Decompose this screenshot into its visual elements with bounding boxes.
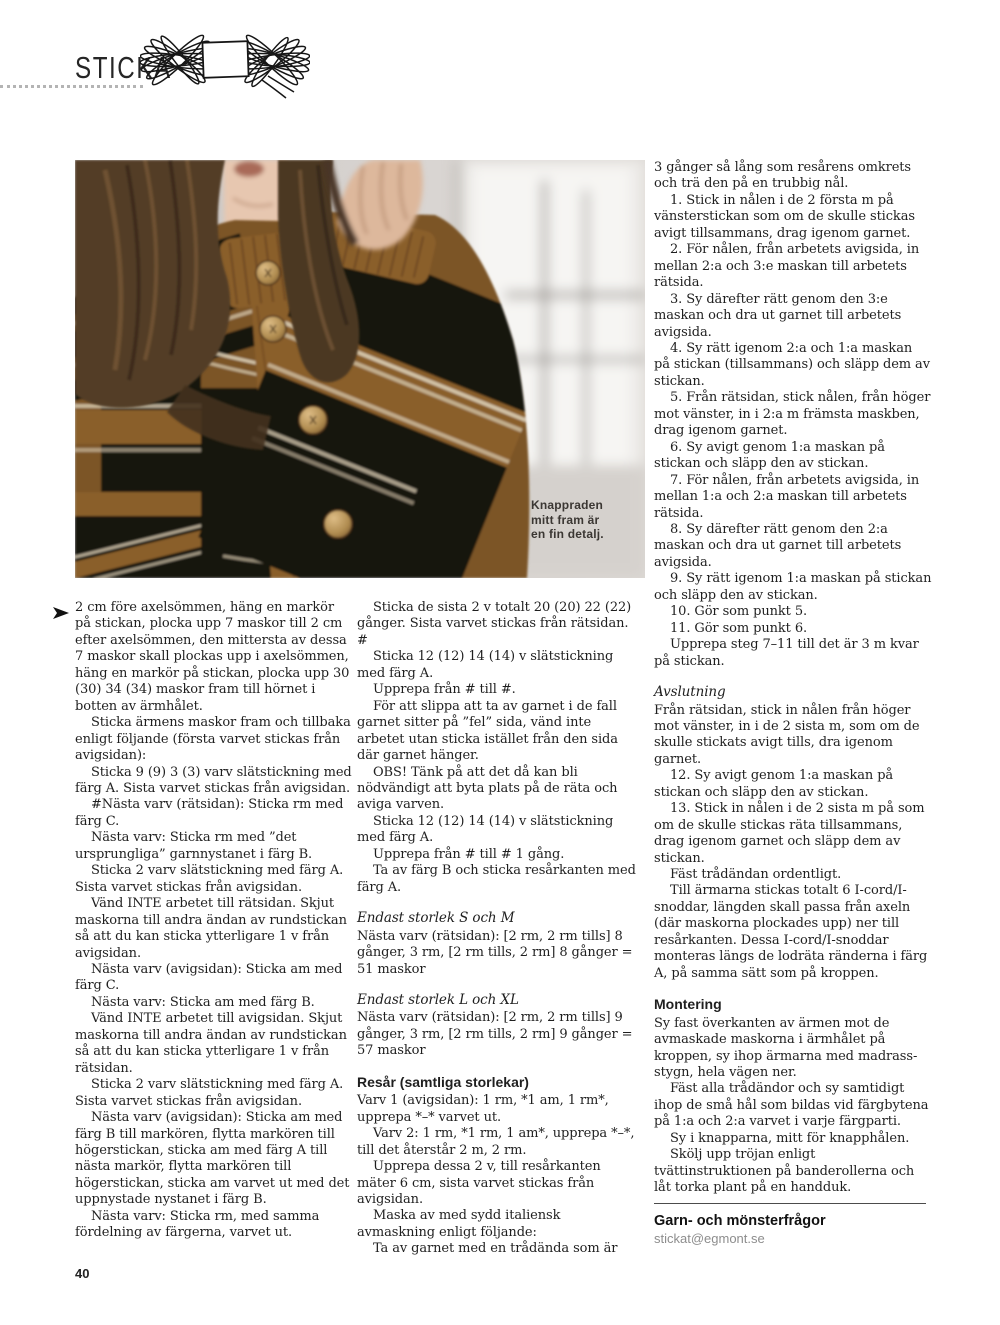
paragraph: Vänd INTE arbetet till avigsidan. Skjut maskorna till andra ändan av rundstickan så att du kan sticka ytterligare 1 v från rätsidan. <box>75 1011 347 1076</box>
paragraph: Sticka 12 (12) 14 (14) v slätstickning med färg A. <box>357 813 614 846</box>
paragraph: Varv 1 (avigsidan): 1 rm, *1 am, 1 rm*, upprepa *–* varvet ut. <box>357 1093 609 1125</box>
photo-caption <box>531 498 645 542</box>
contact-block <box>654 1203 932 1246</box>
paragraph: Endast storlek S och M <box>357 910 515 927</box>
header-divider <box>0 85 143 88</box>
paragraph: Maska av med sydd italiensk avmaskning enligt följande: <box>357 1208 561 1240</box>
paragraph: Nästa varv: Sticka am med färg B. <box>91 994 315 1010</box>
paragraph: Sticka ärmens maskor fram och tillbaka enligt följande (första varvet stickas från avigsidan): <box>75 715 351 764</box>
paragraph: 5. Från rätsidan, stick nålen, från höger mot vänster, in i 2:a m främsta maskben, drag igenom garnet. <box>654 390 931 439</box>
contact-divider <box>654 1203 926 1204</box>
paragraph: Från rätsidan, stick in nålen från höger mot vänster, in i de 2 sista m, som om de skulle stickats avigt tills, dra igenom garnet. <box>654 702 920 767</box>
paragraph: Fäst alla trådändor och sy samtidigt ihop de små hål som bildas vid färgbytena på 1:a och 2:a varvet i varje färgparti. <box>654 1081 929 1130</box>
paragraph: Sticka 2 varv slätstickning med färg A. Sista varvet stickas från avigsidan. <box>75 863 344 895</box>
section-label: STICKA <box>75 50 172 85</box>
paragraph: 12. Sy avigt genom 1:a maskan på stickan och släpp den av stickan. <box>654 768 894 800</box>
paragraph: Upprepa från # till #. <box>373 682 516 698</box>
contact-title: Garn- och mönsterfrågor <box>654 1213 826 1229</box>
paragraph: 4. Sy rätt igenom 2:a och 1:a maskan på stickan (tillsammans) och släpp dem av stickan. <box>654 340 930 389</box>
paragraph: Sy fast överkanten av ärmen mot de avmaskade maskorna i ärmhålet på kroppen, sy ihop ärmarna med madrass-stygn, hela vägen ner. <box>654 1015 918 1081</box>
paragraph: Upprepa steg 7–11 till det är 3 m kvar på stickan. <box>654 637 919 669</box>
paragraph: Ta av färg B och sticka resårkanten med färg A. <box>357 863 636 895</box>
paragraph: Ta av garnet med en trådända som är <box>373 1241 618 1257</box>
yarn-skein-icon <box>140 20 310 102</box>
column-middle <box>357 600 638 1258</box>
paragraph: #Nästa varv (rätsidan): Sticka rm med färg C. <box>75 797 344 829</box>
paragraph: 8. Sy därefter rätt genom den 2:a maskan och dra ut garnet till arbetets avigsida. <box>654 521 902 570</box>
paragraph: Upprepa från # till # 1 gång. <box>373 846 565 862</box>
paragraph: 6. Sy avigt genom 1:a maskan på stickan och släpp den av stickan. <box>654 439 885 472</box>
paragraph: OBS! Tänk på att det då kan bli nödvändigt att byta plats på de räta och aviga varven. <box>357 764 618 813</box>
paragraph: 11. Gör som punkt 6. <box>670 620 808 636</box>
paragraph: 9. Sy rätt igenom 1:a maskan på stickan och släpp den av stickan. <box>654 571 932 603</box>
paragraph: Montering <box>654 996 722 1013</box>
paragraph: 3 gånger så lång som resårens omkrets och trä den på en trubbig nål. <box>654 160 912 192</box>
paragraph: Resår (samtliga storlekar) <box>357 1073 529 1090</box>
paragraph: Vänd INTE arbetet till rätsidan. Skjut maskorna till andra ändan av rundstickan så att du kan sticka ytterligare 1 v från avigsidan. <box>75 896 347 961</box>
paragraph: 2. För nålen, från arbetets avigsida, in mellan 2:a och 3:e maskan till arbetets rätsida. <box>654 242 920 291</box>
lead-arrow-icon <box>53 604 69 616</box>
photo-caption-line: mitt fram är <box>531 512 600 527</box>
paragraph: Sticka 2 varv slätstickning med färg A. Sista varvet stickas från avigsidan. <box>75 1077 344 1109</box>
paragraph: Till ärmarna stickas totalt 6 I-cord/I-snoddar, längden skall passa från axeln (där maskorna plockades upp) ner till resårkanten. Dessa I-cord/I-snoddar monteras längs de lodräta ränderna i färg A, på samma sätt som på kroppen. <box>654 883 928 981</box>
paragraph: Avslutning <box>654 684 726 701</box>
paragraph: 10. Gör som punkt 5. <box>670 604 808 620</box>
paragraph: 3. Sy därefter rätt genom den 3:e maskan och dra ut garnet till arbetets avigsida. <box>654 291 902 340</box>
paragraph: Sticka de sista 2 v totalt 20 (20) 22 (22) gånger. Sista varvet stickas från rätsidan. # <box>357 600 632 648</box>
paragraph: 7. För nålen, från arbetets avigsida, in mellan 1:a och 2:a maskan till arbetets rätsida. <box>654 472 920 521</box>
paragraph: Skölj upp tröjan enligt tvättinstruktionen på banderollerna och låt torka plant på en handduk. <box>654 1147 915 1196</box>
paragraph: Endast storlek L och XL <box>357 991 519 1008</box>
paragraph: Varv 2: 1 rm, *1 rm, 1 am*, upprepa *–*, till det återstår 2 m, 2 rm. <box>357 1126 635 1158</box>
paragraph: Nästa varv (rätsidan): [2 rm, 2 rm tills] 9 gånger, 3 rm, [2 rm tills, 2 rm] 9 gånger = 57 maskor <box>357 1010 633 1059</box>
hero-photo <box>75 160 645 578</box>
photo-caption-line: en fin detalj. <box>531 527 604 541</box>
paragraph: Nästa varv (rätsidan): [2 rm, 2 rm tills] 8 gånger, 3 rm, [2 rm tills, 2 rm] 8 gånger = 51 maskor <box>357 928 633 977</box>
paragraph: 2 cm före axelsömmen, häng en markör på stickan, plocka upp 7 maskor till 2 cm efter axelsömmen, den mittersta av dessa 7 maskor skall plockas upp i axelsömmen, häng en markör på stickan, plocka upp 30 (30) 34 (34) maskor fram till hörnet i botten av ärmhålet. <box>75 600 350 714</box>
contact-email: stickat@egmont.se <box>654 1231 765 1246</box>
paragraph: Nästa varv (avigsidan): Sticka am med färg B till markören, flytta markören till högerstickan, sticka am med färg A till nästa markör, flytta markören till högerstickan, sticka am varvet ut med det uppnystade nystanet i färg B. <box>75 1110 350 1208</box>
paragraph: Sy i knapparna, mitt för knapphålen. <box>670 1130 910 1146</box>
page-number: 40 <box>75 1266 90 1281</box>
paragraph: Nästa varv: Sticka rm, med samma fördelning av färgerna, varvet ut. <box>75 1208 320 1241</box>
column-left <box>75 600 353 1242</box>
photo-caption-line: Knappraden <box>531 498 604 512</box>
paragraph: Sticka 9 (9) 3 (3) varv slätstickning med färg A. Sista varvet stickas från avigsidan. <box>75 764 352 796</box>
paragraph: Nästa varv: Sticka rm med ”det ursprungliga” garnnystanet i färg B. <box>75 830 313 862</box>
paragraph: Sticka 12 (12) 14 (14) v slätstickning med färg A. <box>357 649 614 681</box>
column-right <box>654 160 932 1197</box>
paragraph: Nästa varv (avigsidan): Sticka am med färg C. <box>75 961 343 994</box>
paragraph: Upprepa dessa 2 v, till resårkanten mäter 6 cm, sista varvet stickas från avigsidan. <box>357 1159 601 1207</box>
paragraph: För att slippa att ta av garnet i de fall garnet sitter på ”fel” sida, vänd inte arbetet utan sticka istället från den sida där garnet hänger. <box>357 698 618 764</box>
paragraph: 1. Stick in nålen i de 2 första m på vänsterstickan som om de skulle stickas avigt tillsammans, drag igenom garnet. <box>654 192 915 241</box>
paragraph: Fäst trådändan ordentligt. <box>670 867 842 883</box>
paragraph: 13. Stick in nålen i de 2 sista m på som om de skulle stickas räta tillsammans, drag igenom garnet och släpp dem av stickan. <box>654 801 925 866</box>
